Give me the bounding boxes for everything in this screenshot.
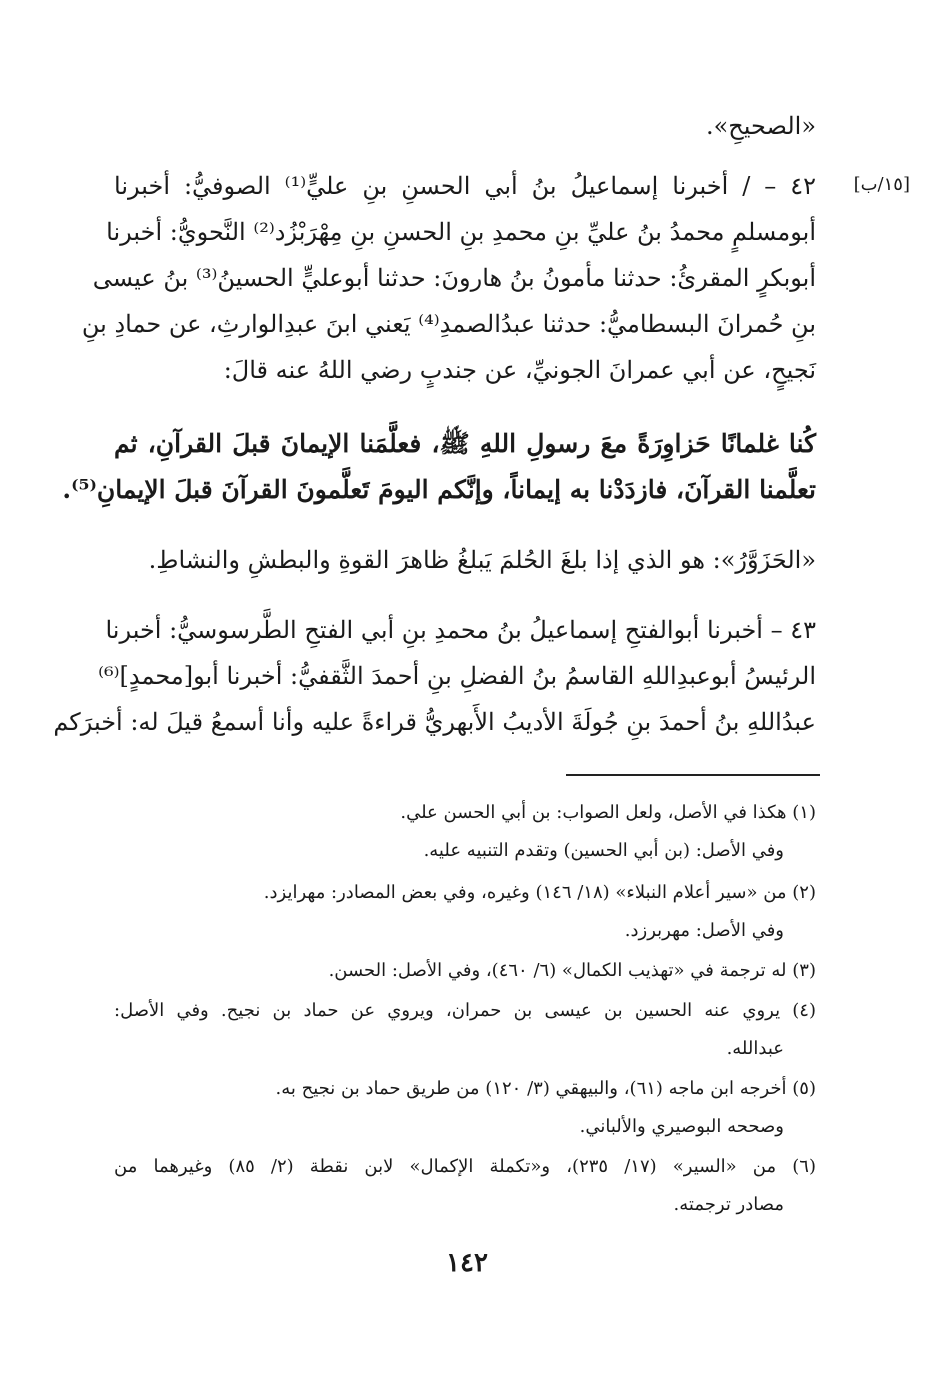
footnote-4: (٤) يروي عنه الحسين بن عيسى بن حمران، ويروي عن حماد بن نجيح. وفي الأصل: [114,1000,816,1021]
footnote-2-cont: وفي الأصل: مهربرزد. [624,920,784,941]
footnote-1: (١) هكذا في الأصل، ولعل الصواب: بن أبي الحسن علي. [400,802,816,823]
body-line-12: عبدُاللهِ بنُ أحمدَ بنِ جُولَةَ الأديبُ الأَبهريُّ قراءةً عليه وأنا أسمعُ قيلَ له: أخبرَكم [53,708,816,736]
footnote-separator [566,774,820,776]
body-line-2: ٤٢ – / أخبرنا إسماعيلُ بنُ أبي الحسنِ بنِ عليٍّ⁽¹⁾ الصوفيُّ: أخبرنا [114,172,816,200]
body-line-6: نَجيحٍ، عن أبي عمرانَ الجونيِّ، عن جندبٍ رضي اللهُ عنه قالَ: [223,356,816,384]
page-number: ١٤٢ [446,1248,488,1278]
body-line-11: الرئيسُ أبوعبدِاللهِ القاسمُ بنُ الفضلِ بنِ أحمدَ الثَّقفيُّ: أخبرنا أبو[محمدٍ]⁽⁶⁾ [98,662,816,690]
hadith-text-line-1: كُنا غلمانًا حَزاوِرَةً معَ رسولِ اللهِ ﷺ، فعلَّمَنا الإيمانَ قبلَ القرآنِ، ثم [114,429,816,458]
hadith-text-line-2: تعلَّمنا القرآنَ، فازدَدْنا به إيماناً، وإنَّكم اليومَ تَعلَّمونَ القرآنَ قبلَ الإيمانِ⁽⁵⁾. [62,475,816,504]
footnote-1-cont: وفي الأصل: (بن أبي الحسين) وتقدم التنبيه عليه. [423,840,784,861]
body-line-4: أبوبكرٍ المقرئُ: حدثنا مأمونُ بنُ هارونَ: حدثنا أبوعليٍّ الحسينُ⁽³⁾ بنُ عيسى [92,264,816,292]
body-line-1: «الصحيحِ». [705,112,816,140]
footnote-6: (٦) من «السير» (١٧/ ٢٣٥)، و«تكملة الإكمال» لابن نقطة (٢/ ٨٥) وغيرهما من [114,1156,816,1177]
body-line-3: أبومسلمٍ محمدُ بنُ عليِّ بنِ محمدِ بنِ الحسنِ بنِ مِهْرَبْزُد⁽²⁾ النَّحويُّ: أخبرنا [106,218,816,246]
body-line-10: ٤٣ – أخبرنا أبوالفتحِ إسماعيلُ بنُ محمدِ بنِ أبي الفتحِ الطَّرسوسيُّ: أخبرنا [105,616,816,644]
footnote-6-cont: مصادر ترجمته. [673,1194,784,1215]
footnote-5: (٥) أخرجه ابن ماجه (٦١)، والبيهقي (٣/ ١٢٠) من طريق حماد بن نجيح به. [275,1078,816,1099]
margin-folio-reference: [١٥/ب] [853,174,910,195]
gloss-line: «الحَزَوَّرُ»: هو الذي إذا بلغَ الحُلمَ يَبلغُ ظاهرَ القوةِ والبطشِ والنشاطِ. [148,546,816,574]
footnote-2: (٢) من «سير أعلام النبلاء» (١٨/ ١٤٦) وغيره، وفي بعض المصادر: مهرايزد. [263,882,816,903]
footnote-5-cont: وصححه البوصيري والألباني. [579,1116,784,1137]
footnote-3: (٣) له ترجمة في «تهذيب الكمال» (٦/ ٤٦٠)، وفي الأصل: الحسن. [328,960,816,981]
footnote-4-cont: عبدالله. [726,1038,784,1059]
body-line-5: بنِ حُمرانَ البسطاميُّ: حدثنا عبدُالصمدِ⁽⁴⁾ يَعني ابنَ عبدِالوارثِ، عن حمادِ بنِ [81,310,816,338]
